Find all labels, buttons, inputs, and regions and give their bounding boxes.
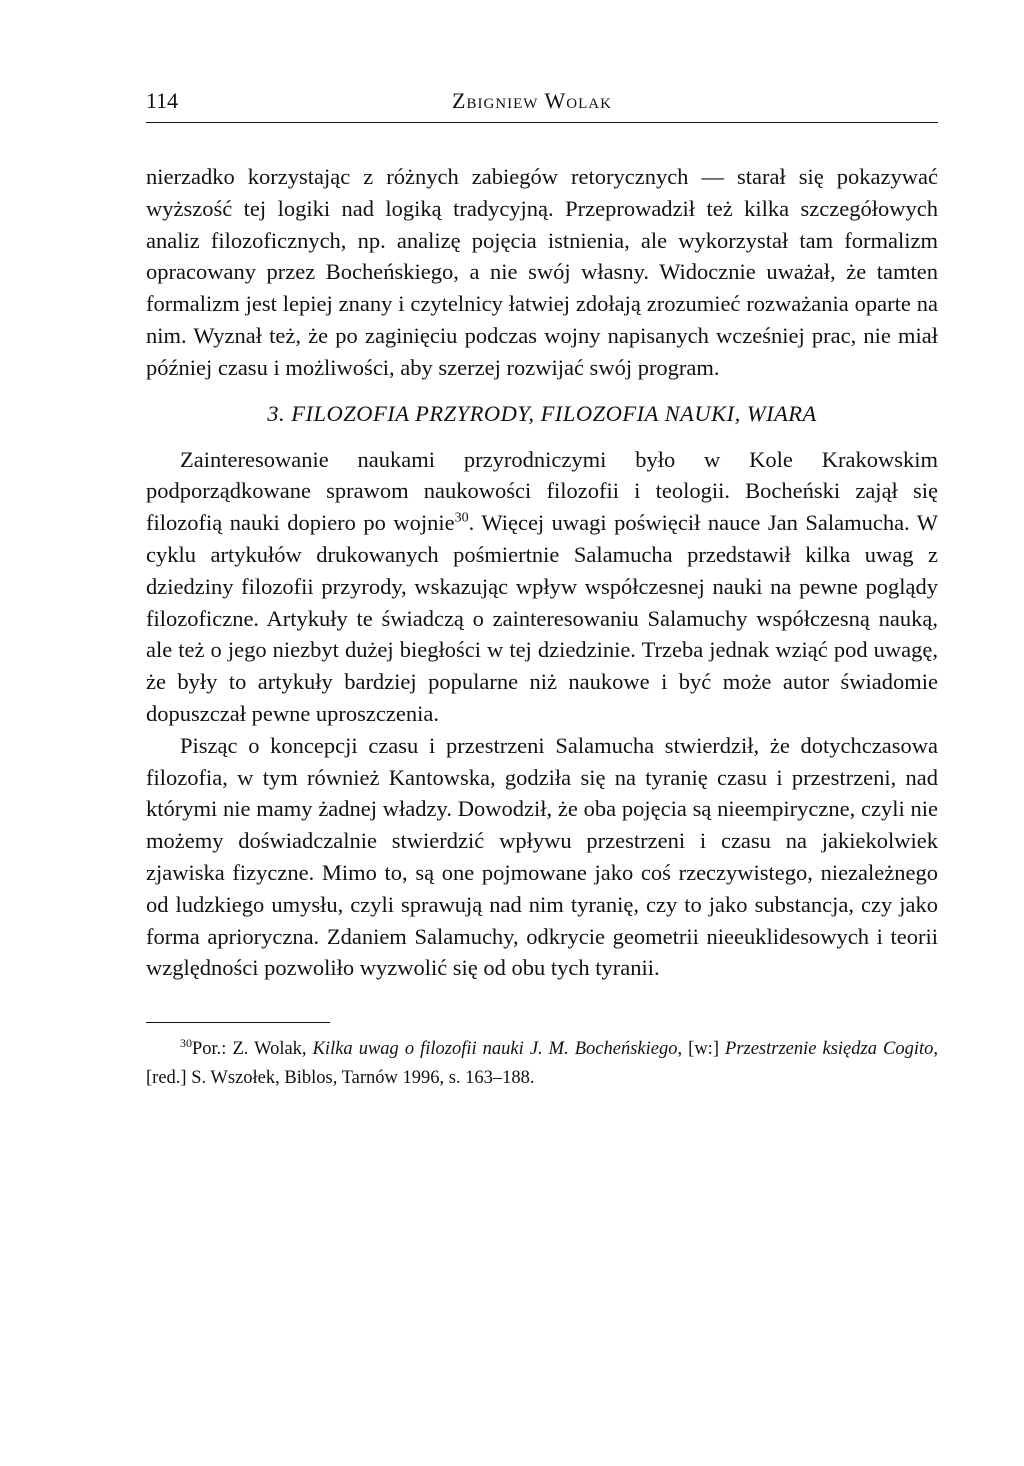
section-heading: 3. FILOZOFIA PRZYRODY, FILOZOFIA NAUKI, WIARA — [267, 400, 817, 426]
body-paragraph-2 — [146, 444, 938, 730]
header-rule — [146, 122, 938, 123]
footnote — [146, 1035, 938, 1093]
footnote-prefix: Por.: Z. Wolak, — [192, 1039, 313, 1060]
footnote-suffix: , [red.] S. Wszołek, Biblos, Tarnów 1996, s. 163–188. — [146, 1039, 938, 1089]
body-paragraph-2-part-a: Zainteresowanie naukami przyrodniczymi było w Kole Krakowskim podporządkowane sprawom naukowości filozofii i teologii. Bocheński zajął się filozofią nauki dopiero po wojnie — [146, 446, 938, 536]
body-paragraph-2-part-b: . Więcej uwagi poświęcił nauce Jan Salamucha. W cyklu artykułów drukowanych pośmiertnie Salamucha przedstawił kilka uwag z dziedziny filozofii przyrody, wskazując wpływ współczesnej nauki na pewne poglądy filozoficzne. Artykuły te świadczą o zainteresowaniu Salamuchy współczesną nauką, ale też o jego niezbyt dużej biegłości w tej dziedzinie. Trzeba jednak wziąć pod uwagę, że były to artykuły bardziej popularne niż naukowe i być może autor świadomie dopuszczał pewne uproszczenia. — [146, 510, 939, 726]
footnote-title: Kilka uwag o filozofii nauki J. M. Bocheńskiego — [312, 1039, 678, 1060]
footnote-reference: 30 — [454, 510, 469, 526]
body-paragraph-3: Pisząc o koncepcji czasu i przestrzeni Salamucha stwierdził, że dotychczasowa filozofia, w tym również Kantowska, godziła się na tyranię czasu i przestrzeni, nad którymi nie mamy żadnej władzy. Dowodził, że oba pojęcia są nieempiryczne, czyli nie możemy doświadczalnie stwierdzić wpływu przestrzeni i czasu na jakiekolwiek zjawiska fizyczne. Mimo to, są one pojmowane jako coś rzeczywistego, niezależnego od ludzkiego umysłu, czyli sprawują nad nim tyranię, czy to jako substancja, czy jako forma aprioryczna. Zdaniem Salamuchy, odkrycie geometrii nieeuklidesowych i teorii względności pozwoliło wyzwolić się od obu tych tyranii. — [146, 732, 938, 981]
footnote-middle: , [w:] — [677, 1039, 726, 1060]
running-title: Zbigniew Wolak — [452, 88, 612, 113]
footnote-source: Przestrzenie księdza Cogito — [725, 1039, 934, 1060]
body-paragraph-1: nierzadko korzystając z różnych zabiegów retorycznych — starał się pokazywać wyższość tej logiki nad logiką tradycyjną. Przeprowadził też kilka szczegółowych analiz filozoficznych, np. analizę pojęcia istnienia, ale wykorzystał tam formalizm opracowany przez Bocheńskiego, a nie swój własny. Widocznie uważał, że tamten formalizm jest lepiej znany i czytelnicy łatwiej zdołają zrozumieć rozważania oparte na nim. Wyznał też, że po zaginięciu podczas wojny napisanych wcześniej prac, nie miał później czasu i możliwości, aby szerzej rozwijać swój program. — [146, 164, 938, 380]
footnote-rule — [146, 1022, 330, 1023]
footnote-number: 30 — [180, 1035, 192, 1050]
page-number: 114 — [146, 88, 179, 113]
running-head — [146, 88, 938, 122]
book-page — [146, 88, 938, 1093]
